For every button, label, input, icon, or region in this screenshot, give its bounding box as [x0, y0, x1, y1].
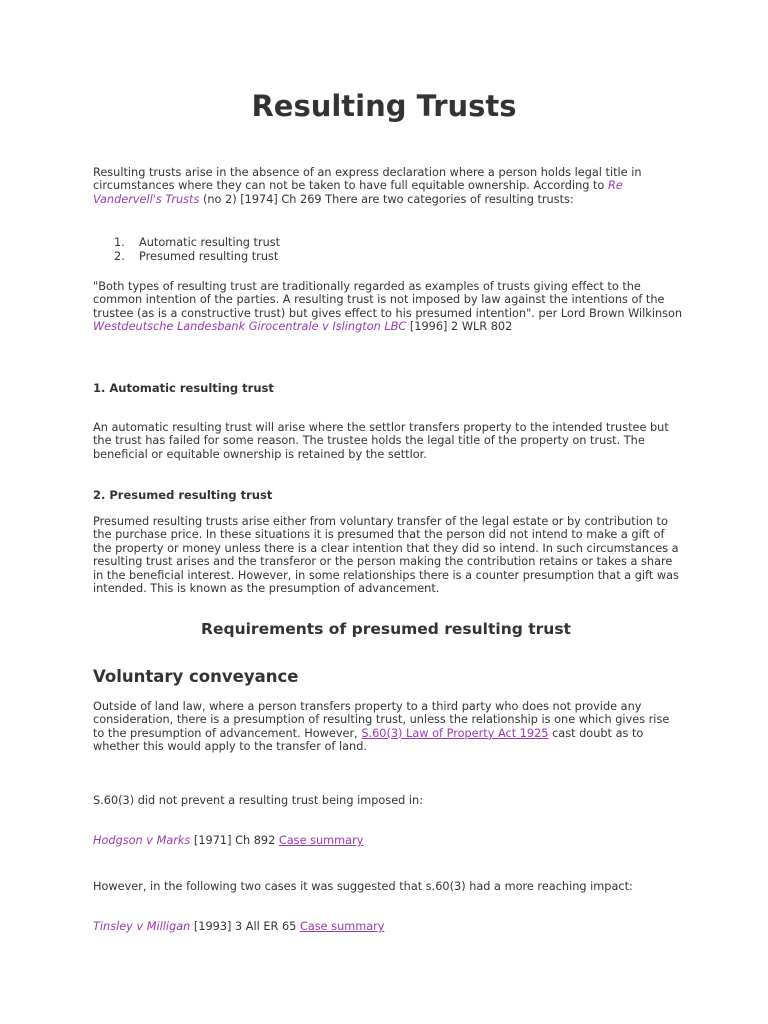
- voluntary-paragraph: [93, 700, 683, 754]
- list-item: [114, 236, 280, 250]
- intro-text-1: Resulting trusts arise in the absence of an express declaration where a person holds legal title in circumstances where they can not be taken to have full equitable ownership. According to: [93, 166, 642, 193]
- voluntary-conveyance-heading: Voluntary conveyance: [93, 667, 299, 686]
- intro-paragraph: [93, 166, 683, 206]
- tinsley-citation: [1993] 3 All ER 65: [190, 920, 300, 933]
- quote-text-1: "Both types of resulting trust are traditionally regarded as examples of trusts giving effect to the common intention of the parties. A resulting trust is not imposed by law against the intentions of the trustee (as is a constructive trust) but gives effect to his presumed intention". per Lord Brown Wilkinson: [93, 280, 683, 320]
- case-summary-link[interactable]: Case summary: [278, 834, 364, 847]
- page-title: Resulting Trusts: [251, 89, 517, 123]
- voluntary-text-1: Outside of land law, where a person transfers property to a third party who does not provide any consideration, there is a presumption of resulting trust, unless the relationship is one which gives rise to the presumption of advancement. However,: [93, 700, 670, 740]
- categories-list: [114, 236, 280, 263]
- automatic-heading: 1. Automatic resulting trust: [93, 381, 274, 395]
- intro-text-2: (no 2) [1974] Ch 269 There are two categories of resulting trusts:: [199, 192, 574, 206]
- quote-text-2: [1996] 2 WLR 802: [409, 320, 513, 334]
- statute-link-s60[interactable]: S.60(3) Law of Property Act 1925: [361, 726, 549, 740]
- tinsley-line: [93, 920, 683, 933]
- case-summary-link[interactable]: Case summary: [299, 920, 385, 933]
- case-link-westdeutsche[interactable]: Westdeutsche Landesbank Girocentrale v Islington LBC: [93, 320, 410, 334]
- list-item-label: Automatic resulting trust: [139, 236, 281, 249]
- voluntary-text-2: cast doubt as to whether this would apply to the transfer of land.: [93, 726, 644, 754]
- presumed-paragraph: Presumed resulting trusts arise either from voluntary transfer of the legal estate or by contribution to the purchase price. In these situations it is presumed that the person did not intend to make a gift of the property or money unless there is a clear intention that they did so intend. In such circumstances a resulting trust arises and the transferor or the person making the contribution retains or takes a share in the beneficial interest. However, in some relationships there is a counter presumption that a gift was intended. This is known as the presumption of advancement.: [93, 515, 679, 596]
- case-link-hodgson[interactable]: Hodgson v Marks: [93, 834, 191, 847]
- list-item-number: 1.: [114, 236, 125, 249]
- case-link-vandervell[interactable]: Re Vandervell's Trusts: [93, 179, 623, 206]
- presumed-heading: 2. Presumed resulting trust: [93, 488, 273, 502]
- list-item-number: 2.: [114, 249, 125, 263]
- s60-paragraph: S.60(3) did not prevent a resulting trust being imposed in:: [93, 794, 424, 807]
- requirements-heading: Requirements of presumed resulting trust: [201, 620, 571, 638]
- quote-paragraph: [93, 280, 683, 334]
- list-item-label: Presumed resulting trust: [139, 249, 279, 263]
- case-link-tinsley[interactable]: Tinsley v Milligan: [93, 920, 191, 933]
- automatic-paragraph: An automatic resulting trust will arise where the settlor transfers property to the intended trustee but the trust has failed for some reason. The trustee holds the legal title of the property on trust. The beneficial or equitable ownership is retained by the settlor.: [93, 421, 669, 461]
- hodgson-citation: [1971] Ch 892: [190, 834, 279, 847]
- however-paragraph: However, in the following two cases it was suggested that s.60(3) had a more reaching impact:: [93, 880, 633, 893]
- hodgson-line: [93, 834, 683, 847]
- list-item: [114, 250, 280, 264]
